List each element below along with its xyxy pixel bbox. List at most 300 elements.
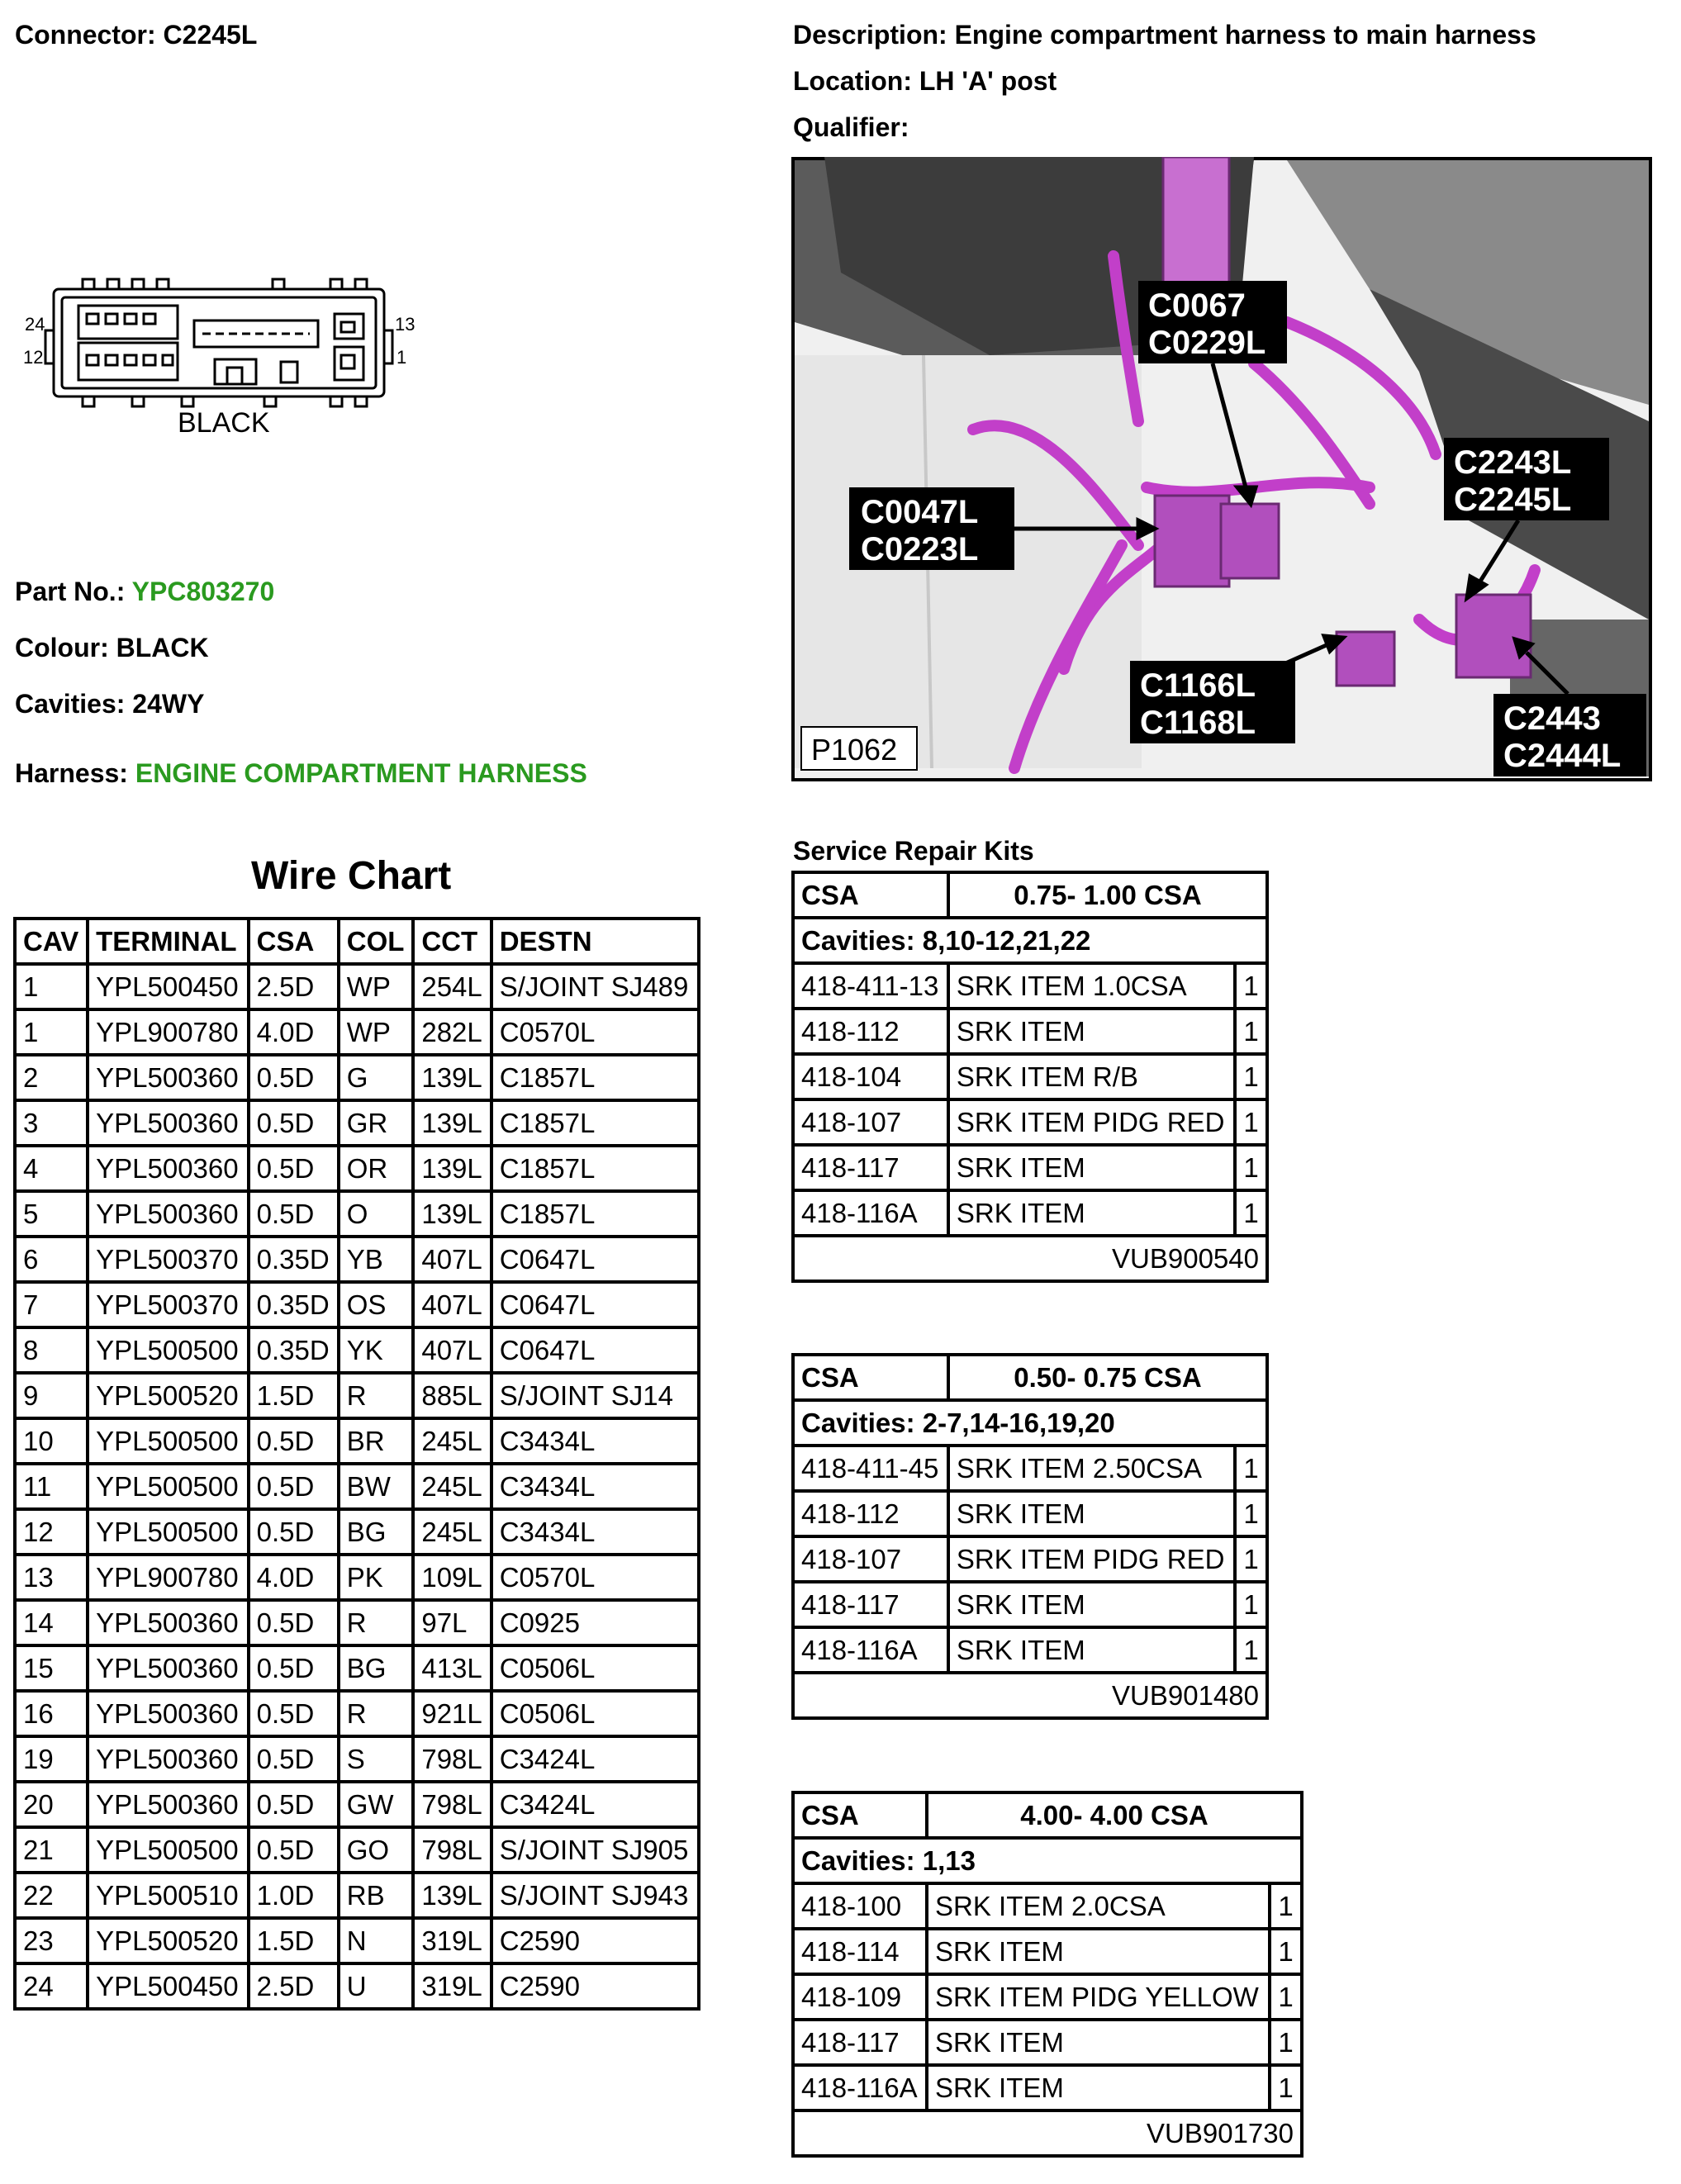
cell-cav: 2 xyxy=(17,1056,86,1099)
kit-item-desc: SRK ITEM R/B xyxy=(950,1056,1233,1098)
cell-csa: 0.35D xyxy=(250,1284,337,1326)
cell-terminal: YPL500360 xyxy=(89,1602,247,1644)
cell-cct: 139L xyxy=(415,1102,489,1144)
kit-item-qty: 1 xyxy=(1237,1447,1265,1489)
kit-cavities: Cavities: 1,13 xyxy=(795,1840,1300,1882)
cell-col: R xyxy=(340,1602,412,1644)
kit-item-desc: SRK ITEM xyxy=(950,1192,1233,1234)
kit-item-row xyxy=(795,1976,1300,2018)
kit-item-qty: 1 xyxy=(1237,1493,1265,1535)
cell-cct: 798L xyxy=(415,1738,489,1780)
cell-cav: 13 xyxy=(17,1556,86,1598)
cell-csa: 1.0D xyxy=(250,1874,337,1916)
kit-item-row xyxy=(795,1056,1265,1098)
repair-kit-table xyxy=(791,871,1269,1283)
cell-cct: 407L xyxy=(415,1284,489,1326)
cell-cav: 3 xyxy=(17,1102,86,1144)
col-header-destn: DESTN xyxy=(493,920,697,962)
part-no-line xyxy=(15,577,274,607)
callout-c0067: C0067 xyxy=(1148,287,1246,324)
colour-label: Colour: xyxy=(15,633,109,662)
cell-destn: C0570L xyxy=(493,1556,697,1598)
cell-cav: 9 xyxy=(17,1374,86,1417)
table-row xyxy=(17,1920,697,1962)
cell-col: S xyxy=(340,1738,412,1780)
kit-item-part: 418-411-13 xyxy=(795,965,947,1007)
cell-destn: C0506L xyxy=(493,1647,697,1689)
cell-cav: 15 xyxy=(17,1647,86,1689)
wire-chart-title: Wire Chart xyxy=(251,854,452,898)
col-header-terminal: TERMINAL xyxy=(89,920,247,962)
cell-cav: 23 xyxy=(17,1920,86,1962)
callout-c2243l: C2243L xyxy=(1454,444,1572,481)
kit-item-desc: SRK ITEM xyxy=(928,2067,1268,2109)
colour-line xyxy=(15,633,209,663)
qualifier-line xyxy=(793,112,909,143)
table-row xyxy=(17,966,697,1008)
connector-value: C2245L xyxy=(163,20,258,50)
connector-label: Connector: xyxy=(15,20,156,50)
kit-number: VUB900540 xyxy=(795,1237,1265,1280)
cell-cct: 245L xyxy=(415,1420,489,1462)
col-header-cav: CAV xyxy=(17,920,86,962)
cavities-line xyxy=(15,689,204,719)
cell-csa: 2.5D xyxy=(250,1965,337,2007)
cell-csa: 2.5D xyxy=(250,966,337,1008)
cell-cct: 139L xyxy=(415,1147,489,1189)
callout-c1166l: C1166L xyxy=(1140,667,1256,704)
cell-csa: 0.5D xyxy=(250,1193,337,1235)
cell-csa: 0.5D xyxy=(250,1783,337,1826)
kit-item-qty: 1 xyxy=(1237,1056,1265,1098)
kit-item-desc: SRK ITEM PIDG RED xyxy=(950,1101,1233,1143)
kit-item-part: 418-116A xyxy=(795,1192,947,1234)
description-label: Description: xyxy=(793,20,947,50)
kit-item-desc: SRK ITEM xyxy=(928,2021,1268,2063)
cell-col: R xyxy=(340,1374,412,1417)
cell-cav: 5 xyxy=(17,1193,86,1235)
callout-c0223l: C0223L xyxy=(861,531,979,567)
cell-cct: 254L xyxy=(415,966,489,1008)
kit-item-part: 418-117 xyxy=(795,1583,947,1626)
cell-cct: 139L xyxy=(415,1874,489,1916)
kit-csa-label: CSA xyxy=(795,1356,947,1398)
cell-terminal: YPL500510 xyxy=(89,1874,247,1916)
table-row xyxy=(17,1693,697,1735)
cell-terminal: YPL500450 xyxy=(89,966,247,1008)
cell-terminal: YPL500520 xyxy=(89,1374,247,1417)
cell-col: BW xyxy=(340,1465,412,1507)
cell-cav: 21 xyxy=(17,1829,86,1871)
cell-terminal: YPL500360 xyxy=(89,1056,247,1099)
cell-col: N xyxy=(340,1920,412,1962)
cell-destn: C3434L xyxy=(493,1465,697,1507)
cell-cav: 1 xyxy=(17,1011,86,1053)
kit-cavities-row xyxy=(795,1402,1265,1444)
cell-col: YK xyxy=(340,1329,412,1371)
cell-cav: 1 xyxy=(17,966,86,1008)
cell-csa: 0.5D xyxy=(250,1465,337,1507)
kit-item-part: 418-104 xyxy=(795,1056,947,1098)
cell-cav: 6 xyxy=(17,1238,86,1280)
kit-item-qty: 1 xyxy=(1271,1930,1300,1973)
kit-item-qty: 1 xyxy=(1271,1885,1300,1927)
kit-item-row xyxy=(795,1583,1265,1626)
kit-item-row xyxy=(795,1538,1265,1580)
kit-item-row xyxy=(795,1930,1300,1973)
wire-chart-table xyxy=(13,917,700,2011)
cell-destn: C0506L xyxy=(493,1693,697,1735)
cell-destn: C0647L xyxy=(493,1329,697,1371)
photo-ref: P1062 xyxy=(811,733,898,767)
location-line xyxy=(793,66,1057,97)
kit-item-qty: 1 xyxy=(1237,1629,1265,1671)
cell-cct: 109L xyxy=(415,1556,489,1598)
cell-cct: 245L xyxy=(415,1511,489,1553)
cell-cct: 407L xyxy=(415,1238,489,1280)
kit-item-part: 418-117 xyxy=(795,2021,925,2063)
cell-csa: 4.0D xyxy=(250,1011,337,1053)
connector-color-label: BLACK xyxy=(178,407,270,439)
col-header-csa: CSA xyxy=(250,920,337,962)
cell-destn: S/JOINT SJ905 xyxy=(493,1829,697,1871)
kit-number: VUB901730 xyxy=(795,2112,1300,2154)
cell-terminal: YPL900780 xyxy=(89,1556,247,1598)
cell-csa: 4.0D xyxy=(250,1556,337,1598)
col-header-col: COL xyxy=(340,920,412,962)
cell-cct: 245L xyxy=(415,1465,489,1507)
cell-terminal: YPL500500 xyxy=(89,1420,247,1462)
cell-col: BG xyxy=(340,1511,412,1553)
kit-item-qty: 1 xyxy=(1237,1583,1265,1626)
cell-cct: 885L xyxy=(415,1374,489,1417)
cell-destn: C3424L xyxy=(493,1738,697,1780)
cell-csa: 0.5D xyxy=(250,1102,337,1144)
kit-item-desc: SRK ITEM xyxy=(950,1583,1233,1626)
cell-csa: 0.5D xyxy=(250,1511,337,1553)
kit-cavities: Cavities: 8,10-12,21,22 xyxy=(795,919,1265,961)
cell-cct: 798L xyxy=(415,1829,489,1871)
table-row xyxy=(17,1147,697,1189)
kit-item-part: 418-114 xyxy=(795,1930,925,1973)
callout-c1168l: C1168L xyxy=(1140,705,1256,741)
cell-cav: 24 xyxy=(17,1965,86,2007)
cell-destn: C0647L xyxy=(493,1284,697,1326)
kit-csa-label: CSA xyxy=(795,874,947,916)
cell-cav: 20 xyxy=(17,1783,86,1826)
cell-terminal: YPL500500 xyxy=(89,1829,247,1871)
cell-col: BR xyxy=(340,1420,412,1462)
kit-item-desc: SRK ITEM xyxy=(928,1930,1268,1973)
cell-destn: S/JOINT SJ489 xyxy=(493,966,697,1008)
cell-destn: C1857L xyxy=(493,1056,697,1099)
cavities-value: 24WY xyxy=(132,689,205,719)
part-no-value[interactable]: YPC803270 xyxy=(131,577,275,606)
pin-label-13: 13 xyxy=(395,314,416,335)
cell-terminal: YPL900780 xyxy=(89,1011,247,1053)
kit-number-row xyxy=(795,1237,1265,1280)
callout-c2444l: C2444L xyxy=(1503,738,1622,774)
cell-csa: 1.5D xyxy=(250,1374,337,1417)
cell-col: RB xyxy=(340,1874,412,1916)
pin-label-12: 12 xyxy=(23,347,44,368)
kit-item-qty: 1 xyxy=(1237,1538,1265,1580)
kit-number-row xyxy=(795,1674,1265,1716)
cell-terminal: YPL500500 xyxy=(89,1465,247,1507)
cell-destn: C3434L xyxy=(493,1420,697,1462)
cell-terminal: YPL500360 xyxy=(89,1738,247,1780)
kit-item-part: 418-109 xyxy=(795,1976,925,2018)
kit-cavities-row xyxy=(795,919,1265,961)
callout-c0229l: C0229L xyxy=(1148,325,1266,361)
cell-cct: 282L xyxy=(415,1011,489,1053)
cell-cct: 413L xyxy=(415,1647,489,1689)
table-row xyxy=(17,1238,697,1280)
kit-item-desc: SRK ITEM xyxy=(950,1010,1233,1052)
table-row xyxy=(17,1374,697,1417)
kit-item-desc: SRK ITEM PIDG RED xyxy=(950,1538,1233,1580)
cell-cav: 22 xyxy=(17,1874,86,1916)
cell-col: U xyxy=(340,1965,412,2007)
table-row xyxy=(17,1647,697,1689)
description-line xyxy=(793,20,1536,50)
cell-cav: 12 xyxy=(17,1511,86,1553)
cell-destn: C2590 xyxy=(493,1965,697,2007)
cell-terminal: YPL500500 xyxy=(89,1511,247,1553)
location-label: Location: xyxy=(793,66,912,96)
kit-item-row xyxy=(795,1101,1265,1143)
cell-csa: 0.5D xyxy=(250,1738,337,1780)
cell-cav: 19 xyxy=(17,1738,86,1780)
callout-c2245l: C2245L xyxy=(1454,482,1572,518)
kit-item-row xyxy=(795,965,1265,1007)
cell-csa: 0.35D xyxy=(250,1329,337,1371)
cell-terminal: YPL500370 xyxy=(89,1238,247,1280)
callout-c0047l: C0047L xyxy=(861,494,979,530)
kit-csa-row xyxy=(795,874,1265,916)
kit-csa-range: 0.75- 1.00 CSA xyxy=(950,874,1265,916)
kit-item-row xyxy=(795,1629,1265,1671)
description-value: Engine compartment harness to main harness xyxy=(954,20,1536,50)
table-row xyxy=(17,1602,697,1644)
cell-cct: 97L xyxy=(415,1602,489,1644)
cell-col: WP xyxy=(340,966,412,1008)
cell-destn: C1857L xyxy=(493,1193,697,1235)
cell-csa: 0.5D xyxy=(250,1602,337,1644)
callout-c2443: C2443 xyxy=(1503,700,1601,737)
kit-csa-row xyxy=(795,1356,1265,1398)
cell-col: OR xyxy=(340,1147,412,1189)
location-value: LH 'A' post xyxy=(919,66,1057,96)
kit-item-part: 418-107 xyxy=(795,1538,947,1580)
kit-number: VUB901480 xyxy=(795,1674,1265,1716)
cell-destn: C0570L xyxy=(493,1011,697,1053)
cell-destn: C3424L xyxy=(493,1783,697,1826)
table-row xyxy=(17,1011,697,1053)
kit-number-row xyxy=(795,2112,1300,2154)
kit-item-desc: SRK ITEM 2.50CSA xyxy=(950,1447,1233,1489)
cell-cct: 798L xyxy=(415,1783,489,1826)
cell-cct: 319L xyxy=(415,1965,489,2007)
cell-terminal: YPL500360 xyxy=(89,1193,247,1235)
cell-destn: S/JOINT SJ943 xyxy=(493,1874,697,1916)
table-row xyxy=(17,1465,697,1507)
cell-cct: 407L xyxy=(415,1329,489,1371)
kit-csa-label: CSA xyxy=(795,1794,925,1836)
cell-cct: 319L xyxy=(415,1920,489,1962)
kit-item-qty: 1 xyxy=(1271,1976,1300,2018)
kit-item-desc: SRK ITEM 1.0CSA xyxy=(950,965,1233,1007)
kit-csa-range: 4.00- 4.00 CSA xyxy=(928,1794,1300,1836)
pin-label-1: 1 xyxy=(397,347,407,368)
cell-csa: 0.5D xyxy=(250,1647,337,1689)
kit-item-row xyxy=(795,2067,1300,2109)
cell-csa: 0.5D xyxy=(250,1829,337,1871)
kit-item-part: 418-116A xyxy=(795,1629,947,1671)
cell-terminal: YPL500450 xyxy=(89,1965,247,2007)
col-header-cct: CCT xyxy=(415,920,489,962)
kit-item-row xyxy=(795,1010,1265,1052)
table-row xyxy=(17,1329,697,1371)
cell-col: YB xyxy=(340,1238,412,1280)
kit-item-qty: 1 xyxy=(1271,2021,1300,2063)
kit-csa-row xyxy=(795,1794,1300,1836)
cell-cct: 921L xyxy=(415,1693,489,1735)
harness-line xyxy=(15,758,587,789)
table-row xyxy=(17,1556,697,1598)
kit-item-part: 418-112 xyxy=(795,1010,947,1052)
cell-cav: 7 xyxy=(17,1284,86,1326)
kit-item-part: 418-100 xyxy=(795,1885,925,1927)
cell-terminal: YPL500360 xyxy=(89,1647,247,1689)
kit-item-desc: SRK ITEM xyxy=(950,1493,1233,1535)
location-photo xyxy=(791,157,1652,781)
cell-cct: 139L xyxy=(415,1193,489,1235)
repair-kit-table xyxy=(791,1791,1303,2158)
kit-item-desc: SRK ITEM xyxy=(950,1147,1233,1189)
cell-destn: C1857L xyxy=(493,1147,697,1189)
kit-item-qty: 1 xyxy=(1237,1147,1265,1189)
cell-col: GW xyxy=(340,1783,412,1826)
cell-col: OS xyxy=(340,1284,412,1326)
cell-col: O xyxy=(340,1193,412,1235)
connector-diagram xyxy=(17,264,430,446)
cell-csa: 1.5D xyxy=(250,1920,337,1962)
cell-cav: 10 xyxy=(17,1420,86,1462)
cell-csa: 0.5D xyxy=(250,1056,337,1099)
table-row xyxy=(17,1783,697,1826)
kit-item-part: 418-411-45 xyxy=(795,1447,947,1489)
kit-item-row xyxy=(795,1885,1300,1927)
table-row xyxy=(17,1420,697,1462)
connector-line xyxy=(15,20,257,50)
cell-col: GR xyxy=(340,1102,412,1144)
table-row xyxy=(17,1965,697,2007)
cell-terminal: YPL500520 xyxy=(89,1920,247,1962)
kit-item-part: 418-117 xyxy=(795,1147,947,1189)
kit-item-qty: 1 xyxy=(1271,2067,1300,2109)
qualifier-label: Qualifier: xyxy=(793,112,909,142)
kit-item-qty: 1 xyxy=(1237,965,1265,1007)
cell-col: G xyxy=(340,1056,412,1099)
cell-destn: C2590 xyxy=(493,1920,697,1962)
cavities-label: Cavities: xyxy=(15,689,126,719)
kit-item-part: 418-116A xyxy=(795,2067,925,2109)
kit-item-qty: 1 xyxy=(1237,1101,1265,1143)
kit-cavities-row xyxy=(795,1840,1300,1882)
cell-csa: 0.5D xyxy=(250,1147,337,1189)
harness-label: Harness: xyxy=(15,758,128,788)
wire-chart-header-row xyxy=(17,920,697,962)
kit-item-row xyxy=(795,1192,1265,1234)
cell-csa: 0.5D xyxy=(250,1420,337,1462)
pin-label-24: 24 xyxy=(25,314,45,335)
kit-item-row xyxy=(795,1147,1265,1189)
colour-value: BLACK xyxy=(116,633,209,662)
table-row xyxy=(17,1056,697,1099)
cell-col: GO xyxy=(340,1829,412,1871)
cell-col: BG xyxy=(340,1647,412,1689)
kit-item-part: 418-112 xyxy=(795,1493,947,1535)
kit-cavities: Cavities: 2-7,14-16,19,20 xyxy=(795,1402,1265,1444)
cell-destn: S/JOINT SJ14 xyxy=(493,1374,697,1417)
kit-item-desc: SRK ITEM xyxy=(950,1629,1233,1671)
kit-item-part: 418-107 xyxy=(795,1101,947,1143)
kit-csa-range: 0.50- 0.75 CSA xyxy=(950,1356,1265,1398)
cell-destn: C0647L xyxy=(493,1238,697,1280)
cell-destn: C1857L xyxy=(493,1102,697,1144)
kit-item-row xyxy=(795,1447,1265,1489)
cell-cav: 8 xyxy=(17,1329,86,1371)
cell-destn: C0925 xyxy=(493,1602,697,1644)
table-row xyxy=(17,1102,697,1144)
wire-chart-body xyxy=(17,966,697,2007)
cell-csa: 0.35D xyxy=(250,1238,337,1280)
kit-item-desc: SRK ITEM PIDG YELLOW xyxy=(928,1976,1268,2018)
cell-cav: 16 xyxy=(17,1693,86,1735)
table-row xyxy=(17,1193,697,1235)
cell-col: PK xyxy=(340,1556,412,1598)
cell-cav: 11 xyxy=(17,1465,86,1507)
cell-col: R xyxy=(340,1693,412,1735)
cell-csa: 0.5D xyxy=(250,1693,337,1735)
cell-terminal: YPL500360 xyxy=(89,1147,247,1189)
repair-kit-table xyxy=(791,1353,1269,1720)
kit-item-row xyxy=(795,1493,1265,1535)
cell-cav: 14 xyxy=(17,1602,86,1644)
cell-cav: 4 xyxy=(17,1147,86,1189)
kit-item-qty: 1 xyxy=(1237,1010,1265,1052)
service-repair-kits-title: Service Repair Kits xyxy=(793,836,1034,866)
kit-item-qty: 1 xyxy=(1237,1192,1265,1234)
cell-col: WP xyxy=(340,1011,412,1053)
table-row xyxy=(17,1284,697,1326)
cell-destn: C3434L xyxy=(493,1511,697,1553)
cell-terminal: YPL500370 xyxy=(89,1284,247,1326)
table-row xyxy=(17,1511,697,1553)
table-row xyxy=(17,1874,697,1916)
kit-item-desc: SRK ITEM 2.0CSA xyxy=(928,1885,1268,1927)
cell-terminal: YPL500500 xyxy=(89,1329,247,1371)
kit-item-row xyxy=(795,2021,1300,2063)
table-row xyxy=(17,1829,697,1871)
cell-terminal: YPL500360 xyxy=(89,1102,247,1144)
cell-terminal: YPL500360 xyxy=(89,1693,247,1735)
cell-terminal: YPL500360 xyxy=(89,1783,247,1826)
harness-value[interactable]: ENGINE COMPARTMENT HARNESS xyxy=(135,758,587,788)
table-row xyxy=(17,1738,697,1780)
cell-cct: 139L xyxy=(415,1056,489,1099)
